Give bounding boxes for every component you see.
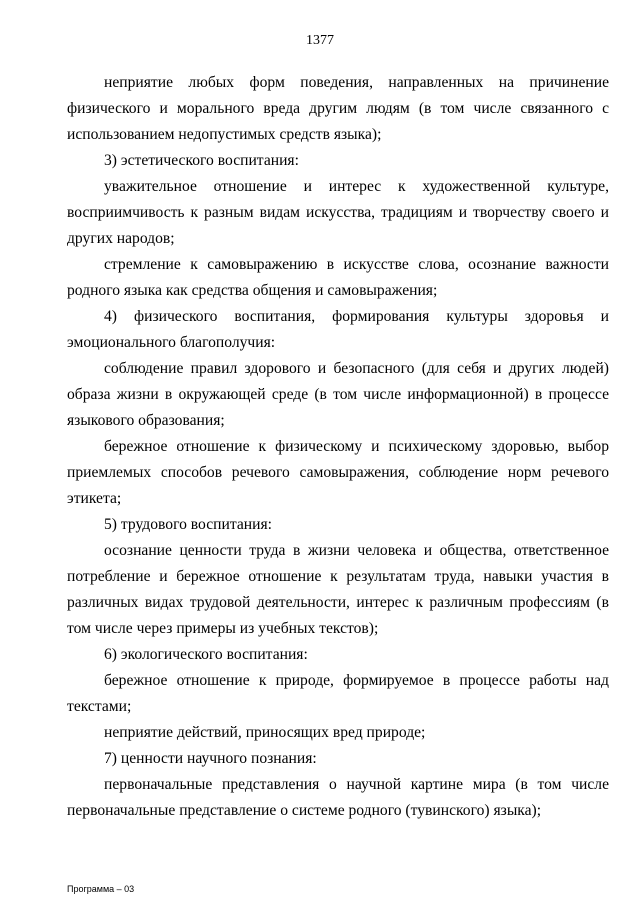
- paragraph: неприятие любых форм поведения, направленных на причинение физического и морального вреда другим людям (в том числе связанного с использованием недопустимых средств языка);: [67, 74, 609, 143]
- section-heading: 6) экологического воспитания:: [104, 646, 308, 663]
- page-number: 1377: [306, 33, 334, 48]
- paragraph: уважительное отношение и интерес к художественной культуре, восприимчивость к разным видам искусства, традициям и творчеству своего и других народов;: [67, 178, 609, 247]
- section-heading: 3) эстетического воспитания:: [104, 152, 299, 169]
- document-body: [67, 70, 609, 824]
- paragraph: соблюдение правил здорового и безопасного (для себя и других людей) образа жизни в окружающей среде (в том числе информационной) в процессе языкового образования;: [67, 360, 609, 429]
- paragraph: бережное отношение к физическому и психическому здоровью, выбор приемлемых способов речевого самовыражения, соблюдение норм речевого этикета;: [67, 438, 609, 507]
- footer-label: Программа – 03: [67, 884, 135, 894]
- paragraph: первоначальные представления о научной картине мира (в том числе первоначальные представление о системе родного (тувинского) языка);: [67, 776, 609, 819]
- paragraph: неприятие действий, приносящих вред природе;: [104, 724, 426, 741]
- section-heading: 5) трудового воспитания:: [104, 516, 272, 533]
- paragraph: стремление к самовыражению в искусстве слова, осознание важности родного языка как средства общения и самовыражения;: [67, 256, 609, 299]
- section-heading: 7) ценности научного познания:: [104, 750, 317, 767]
- section-heading: 4) физического воспитания, формирования культуры здоровья и эмоционального благополучия:: [67, 308, 609, 351]
- paragraph: осознание ценности труда в жизни человека и общества, ответственное потребление и бережное отношение к результатам труда, навыки участия в различных видах трудовой деятельности, интерес к различным профессиям (в том числе через примеры из учебных текстов);: [67, 542, 609, 637]
- paragraph: бережное отношение к природе, формируемое в процессе работы над текстами;: [67, 672, 609, 715]
